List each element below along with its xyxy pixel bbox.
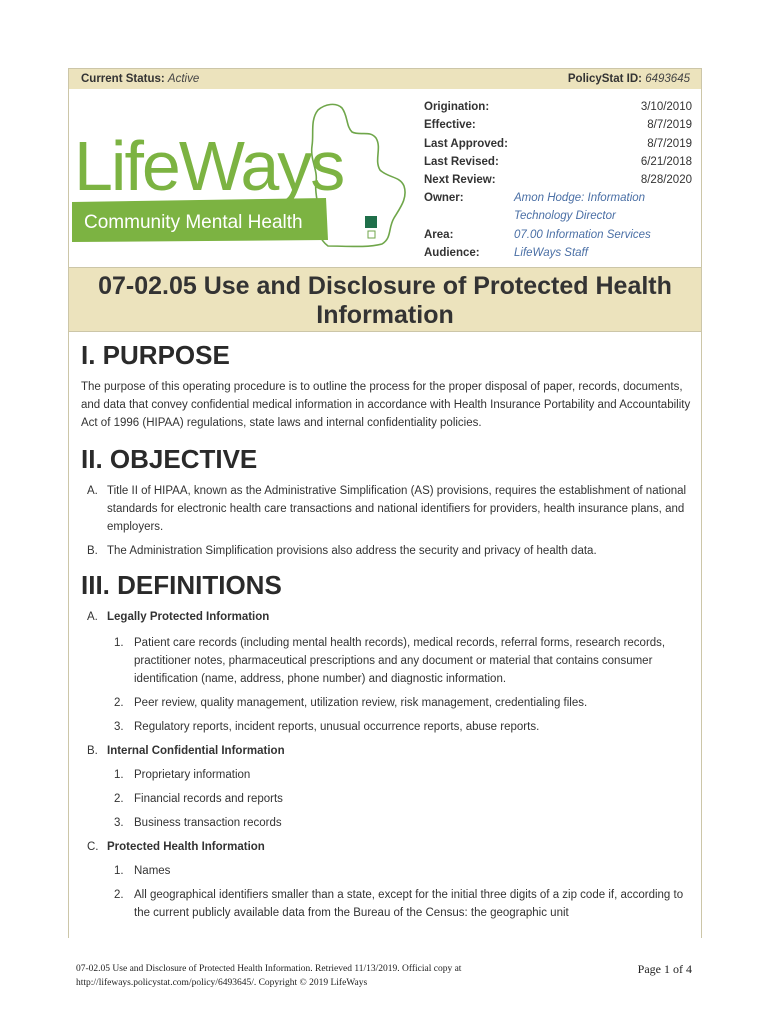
meta-area: Area: 07.00 Information Services	[424, 226, 692, 244]
meta-effective: Effective: 8/7/2019	[424, 119, 692, 132]
definition-a: A. Legally Protected Information	[87, 611, 270, 623]
status-label: Current Status:	[81, 73, 165, 85]
id-value: 6493645	[645, 73, 690, 85]
definition-b: B. Internal Confidential Information	[87, 745, 285, 757]
document-title: 07-02.05 Use and Disclosure of Protected Health Information	[98, 272, 672, 329]
list-item: 2. Financial records and reports	[114, 793, 283, 805]
footer-citation: 07-02.05 Use and Disclosure of Protected Health Information. Retrieved 11/13/2019. Official copy at http://lifeways.policystat.com/policy/6493645/. Copyright © 2019 LifeWays	[76, 962, 546, 990]
area-link[interactable]: 07.00 Information Services	[514, 228, 651, 241]
meta-origination: Origination: 3/10/2010	[424, 101, 692, 113]
logo-wordmark: LifeWays	[74, 127, 344, 205]
purpose-heading: I. PURPOSE	[81, 340, 230, 370]
list-item: 1. Names	[114, 865, 171, 877]
title-band	[69, 267, 701, 332]
logo-tagline: Community Mental Health	[84, 212, 303, 233]
list-item: 3. Business transaction records	[114, 817, 282, 829]
list-item: B. The Administration Simplification provisions also address the security and privacy of health data.	[87, 545, 597, 557]
document-body	[81, 340, 693, 922]
definitions-heading: III. DEFINITIONS	[81, 570, 282, 600]
purpose-text: The purpose of this operating procedure is to outline the process for the proper disposal of paper, records, documents, and data that convey confidential medical information in accordance with Health Insurance Portability and Accountability Act of 1996 (HIPAA) regulations, state laws and internal confidentiality policies.	[81, 381, 691, 429]
list-item: A. Title II of HIPAA, known as the Administrative Simplification (AS) provisions, requires the establishment of national standards for electronic health care transactions and national identifiers for providers, health insurance plans, and employers.	[87, 485, 687, 533]
objective-heading: II. OBJECTIVE	[81, 444, 258, 474]
meta-audience: Audience: LifeWays Staff	[424, 244, 692, 262]
policy-metadata	[424, 98, 692, 263]
current-status	[81, 69, 199, 89]
audience-link[interactable]: LifeWays Staff	[514, 247, 588, 260]
page-number: Page 1 of 4	[637, 962, 692, 976]
footer-url[interactable]: http://lifeways.policystat.com/policy/6493645/. Copyright © 2019 LifeWays	[76, 978, 368, 988]
list-item: 1. Proprietary information	[114, 769, 251, 781]
meta-owner: Owner: Amon Hodge: Information Technology Director	[424, 189, 692, 226]
policystat-id	[568, 69, 690, 89]
lifeways-logo	[70, 90, 420, 260]
id-label: PolicyStat ID:	[567, 73, 643, 85]
list-item: 2. Peer review, quality management, utilization review, risk management, credentialing files.	[114, 697, 588, 709]
list-item: 2. All geographical identifiers smaller than a state, except for the initial three digits of a zip code if, according to the current publicly available data from the Bureau of the Census: the geographic unit	[114, 889, 684, 919]
list-item: 3. Regulatory reports, incident reports, unusual occurrence reports, abuse reports.	[114, 721, 540, 733]
owner-link[interactable]: Amon Hodge: Information Technology Director	[514, 192, 646, 223]
meta-next-review: Next Review: 8/28/2020	[424, 174, 692, 187]
meta-last-revised: Last Revised: 6/21/2018	[424, 155, 692, 168]
meta-last-approved: Last Approved: 8/7/2019	[424, 137, 692, 150]
location-marker-icon	[365, 216, 377, 228]
definition-c: C. Protected Health Information	[87, 841, 265, 853]
status-value: Active	[167, 73, 200, 85]
status-bar	[69, 69, 701, 89]
list-item: 1. Patient care records (including mental health records), medical records, referral forms, research records, practitioner notes, pharmaceutical prescriptions and any document or material that contains consumer identification (name, address, phone number) and diagnostic information.	[114, 637, 666, 685]
